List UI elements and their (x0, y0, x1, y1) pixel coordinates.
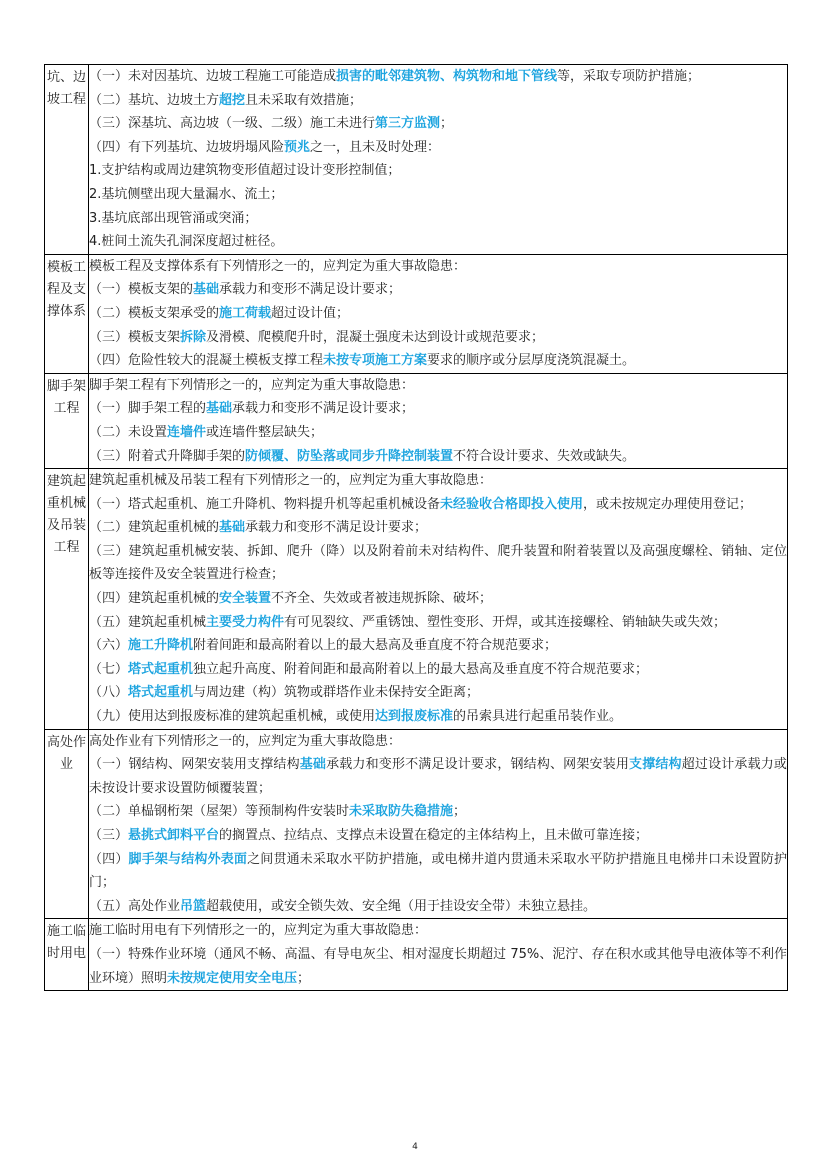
highlight-keyword: 基础 (206, 401, 233, 417)
text-segment: （四）建筑起重机械的 (89, 591, 220, 607)
content-line (89, 919, 787, 943)
category-cell (45, 65, 89, 255)
content-line (89, 493, 787, 517)
text-segment: 承载力和变形不满足设计要求； (245, 520, 428, 536)
content-line (89, 469, 787, 493)
text-segment: 要求的顺序或分层厚度浇筑混凝土。 (427, 353, 636, 369)
content-cell (89, 729, 788, 919)
text-segment: 且未采取有效措施； (245, 92, 363, 108)
text-segment: （二）未设置 (89, 424, 168, 440)
category-cell (45, 254, 89, 373)
content-line (89, 397, 787, 421)
text-segment: 有可见裂纹、严重锈蚀、塑性变形、开焊，或其连接螺栓、销轴缺失或失效； (284, 614, 727, 630)
text-segment: （一）钢结构、网架安装用支撑结构 (89, 757, 300, 773)
text-segment: 超载使用，或安全锁失效、安全绳（用于挂设安全带）未独立悬挂。 (206, 898, 597, 914)
text-segment: （六） (89, 638, 129, 654)
text-segment: 独立起升高度、附着间距和最高附着以上的最大悬高及垂直度不符合规范要求； (193, 661, 649, 677)
text-segment: 的搁置点、拉结点、支撑点未设置在稳定的主体结构上，且未做可靠连接； (219, 828, 649, 843)
text-segment: （二）单榀钢桁架（屋架）等预制构件安装时 (89, 804, 350, 820)
text-segment: 高处作业有下列情形之一的，应判定为重大事故隐患： (89, 733, 402, 749)
content-line (89, 349, 787, 373)
highlight-keyword: 拆除 (180, 329, 207, 345)
text-segment: 不齐全、失效或者被违规拆除、破坏； (271, 591, 493, 607)
table-row (45, 373, 788, 468)
text-segment: 模板工程及支撑体系有下列情形之一的，应判定为重大事故隐患： (89, 258, 467, 274)
text-segment: （三）附着式升降脚手架的 (89, 448, 246, 464)
content-line (89, 516, 787, 540)
text-segment: （三） (89, 828, 129, 843)
content-line (89, 445, 787, 469)
text-segment: （二）基坑、边坡土方 (89, 92, 220, 108)
content-line (89, 681, 787, 705)
content-cell (89, 919, 788, 991)
category-label: 施工临时用电 (47, 924, 87, 962)
table-row (45, 254, 788, 373)
text-segment: （三）模板支架 (89, 329, 181, 345)
highlight-keyword: 未经验收合格即投入使用 (440, 496, 584, 512)
content-line (89, 634, 787, 658)
text-segment: 建筑起重机械及吊装工程有下列情形之一的，应判定为重大事故隐患： (89, 473, 493, 489)
highlight-keyword: 吊篮 (180, 898, 207, 914)
content-line (89, 824, 787, 848)
content-line (89, 255, 787, 279)
category-cell (45, 373, 89, 468)
text-segment: 脚手架工程有下列情形之一的，应判定为重大事故隐患： (89, 377, 415, 393)
text-segment: （四）危险性较大的混凝土模板支撑工程 (89, 353, 324, 369)
text-segment: 不符合设计要求、失效或缺失。 (453, 448, 636, 464)
content-line (89, 326, 787, 350)
text-segment: 超过设计承载力或未按设计要求设置防倾覆装置； (89, 757, 787, 796)
highlight-keyword: 损害的毗邻建筑物、构筑物和地下管线 (336, 69, 558, 84)
content-line (89, 159, 787, 183)
content-line (89, 183, 787, 207)
text-segment: 施工临时用电有下列情形之一的，应判定为重大事故隐患： (89, 923, 428, 939)
text-segment: （五）高处作业 (89, 898, 181, 914)
text-segment: （一）脚手架工程的 (89, 401, 207, 417)
text-segment: 之一，且未及时处理： (310, 139, 441, 155)
text-segment: （四） (89, 851, 129, 867)
table-row (45, 65, 788, 255)
text-segment: （七） (89, 661, 129, 677)
page-number: 4 (412, 1142, 418, 1152)
highlight-keyword: 连墙件 (167, 424, 207, 440)
text-segment: 3.基坑底部出现管涌或突涌； (89, 210, 258, 226)
highlight-keyword: 悬挑式卸料平台 (128, 828, 220, 843)
text-segment: ； (453, 804, 467, 820)
content-line (89, 207, 787, 231)
text-segment: ； (297, 970, 311, 986)
hazard-table (44, 64, 788, 991)
text-segment: （八） (89, 685, 129, 701)
highlight-keyword: 塔式起重机 (128, 685, 194, 701)
content-line (89, 943, 787, 990)
content-cell (89, 373, 788, 468)
category-label: 建筑起重机械及吊装工程 (47, 474, 87, 556)
highlight-keyword: 未采取防失稳措施 (349, 804, 454, 820)
category-cell (45, 729, 89, 919)
content-cell (89, 65, 788, 255)
content-line (89, 848, 787, 895)
text-segment: （一）塔式起重机、施工升降机、物料提升机等起重机械设备 (89, 496, 441, 512)
text-segment: 与周边建（构）筑物或群塔作业未保持安全距离； (193, 685, 480, 701)
content-line (89, 705, 787, 729)
content-line (89, 302, 787, 326)
text-segment: 之间贯通未采取水平防护措施，或电梯井道内贯通未采取水平防护措施且电梯井口未设置防护门； (89, 851, 787, 891)
table-row (45, 469, 788, 730)
content-line (89, 136, 787, 160)
highlight-keyword: 安全装置 (219, 591, 272, 607)
text-segment: ，或未按规定办理使用登记； (583, 496, 753, 512)
highlight-keyword: 基础 (299, 757, 327, 773)
category-cell (45, 469, 89, 730)
text-segment: 超过设计值； (271, 305, 350, 321)
highlight-keyword: 施工荷载 (219, 305, 272, 321)
content-line (89, 374, 787, 398)
table-row (45, 729, 788, 919)
content-line (89, 753, 787, 800)
text-segment: （九）使用达到报废标准的建筑起重机械，或使用 (89, 709, 376, 725)
content-line (89, 730, 787, 754)
text-segment: （三）深基坑、高边坡（一级、二级）施工未进行 (89, 116, 376, 132)
text-segment: 承载力和变形不满足设计要求，钢结构、网架安装用 (326, 757, 630, 773)
text-segment: 及滑模、爬模爬升时，混凝土强度未达到设计或规范要求； (206, 329, 545, 345)
highlight-keyword: 主要受力构件 (206, 614, 285, 630)
highlight-keyword: 支撑结构 (629, 757, 682, 773)
highlight-keyword: 预兆 (284, 139, 311, 155)
text-segment: 2.基坑侧壁出现大量漏水、流土； (89, 186, 284, 202)
highlight-keyword: 施工升降机 (128, 638, 194, 654)
text-segment: 附着间距和最高附着以上的最大悬高及垂直度不符合规范要求； (193, 638, 558, 654)
highlight-keyword: 第三方监测 (375, 116, 441, 132)
content-cell (89, 469, 788, 730)
highlight-keyword: 塔式起重机 (128, 661, 194, 677)
category-label: 高处作业 (47, 734, 87, 772)
category-label: 模板工程及支撑体系 (47, 259, 87, 319)
content-line (89, 421, 787, 445)
category-label: 脚手架工程 (47, 378, 87, 416)
content-line (89, 65, 787, 89)
text-segment: 或连墙件整层缺失； (206, 424, 324, 440)
text-segment: （一）未对因基坑、边坡工程施工可能造成 (89, 69, 337, 84)
text-segment: （一）模板支架的 (89, 282, 194, 298)
table-row (45, 919, 788, 991)
text-segment: （五）建筑起重机械 (89, 614, 207, 630)
text-segment: 等，采取专项防护措施； (557, 69, 701, 84)
text-segment: 1.支护结构或周边建筑物变形值超过设计变形控制值； (89, 163, 401, 179)
text-segment: （三）建筑起重机械安装、拆卸、爬升（降）以及附着前未对结构件、爬升装置和附着装置以及高强度螺栓、销轴、定位板等连接件及安全装置进行检查； (89, 543, 787, 583)
content-line (89, 587, 787, 611)
highlight-keyword: 防倾覆、防坠落或同步升降控制装置 (245, 448, 454, 464)
highlight-keyword: 未按专项施工方案 (323, 353, 428, 369)
text-segment: （四）有下列基坑、边坡坍塌风险 (89, 139, 285, 155)
highlight-keyword: 基础 (193, 282, 220, 298)
content-cell (89, 254, 788, 373)
text-segment: （二）建筑起重机械的 (89, 520, 220, 536)
content-line (89, 112, 787, 136)
highlight-keyword: 基础 (219, 520, 246, 536)
content-line (89, 540, 787, 587)
content-line (89, 895, 787, 919)
highlight-keyword: 脚手架与结构外表面 (128, 851, 248, 867)
content-line (89, 230, 787, 254)
content-line (89, 278, 787, 302)
text-segment: 4.桩间土流失孔洞深度超过桩径。 (89, 234, 284, 250)
content-line (89, 658, 787, 682)
text-segment: （一）特殊作业环境（通风不畅、高温、有导电灰尘、相对湿度长期超过 75%、泥泞、存在积水或其他导电液体等不利作业环境）照明 (89, 946, 787, 986)
highlight-keyword: 达到报废标准 (375, 709, 454, 725)
highlight-keyword: 超挖 (219, 92, 246, 108)
content-line (89, 611, 787, 635)
document-page (44, 64, 787, 991)
text-segment: 承载力和变形不满足设计要求； (219, 282, 402, 298)
highlight-keyword: 未按规定使用安全电压 (167, 970, 298, 986)
text-segment: 承载力和变形不满足设计要求； (232, 401, 415, 417)
category-cell (45, 919, 89, 991)
content-line (89, 800, 787, 824)
category-label: 坑、边坡工程 (47, 70, 87, 107)
text-segment: 的吊索具进行起重吊装作业。 (453, 709, 623, 725)
content-line (89, 89, 787, 113)
text-segment: （二）模板支架承受的 (89, 305, 220, 321)
text-segment: ； (440, 116, 454, 132)
